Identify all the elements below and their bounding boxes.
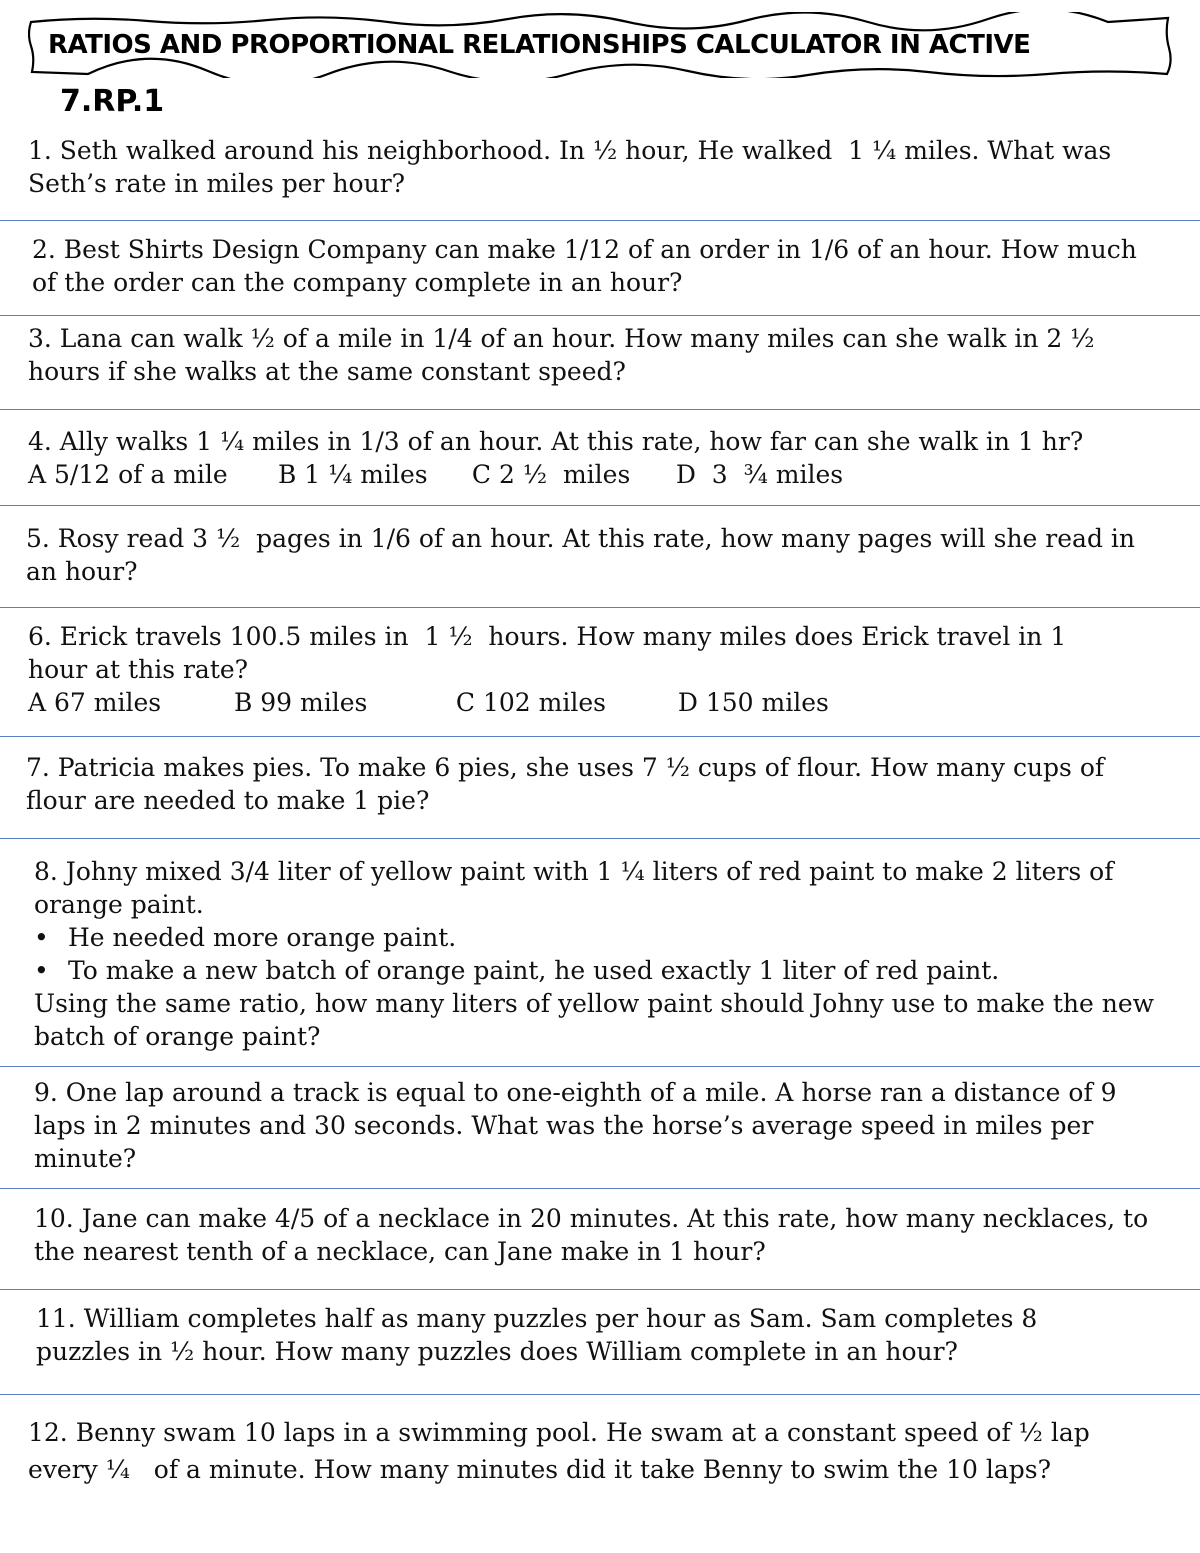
question-divider (0, 220, 1200, 221)
question-2 (0, 233, 1200, 299)
question-12 (0, 1414, 1200, 1488)
question-text: 10. Jane can make 4/5 of a necklace in 20 minutes. At this rate, how many necklaces, to the nearest tenth of a necklace, can Jane make in 1 hour? (34, 1204, 1157, 1266)
question-text: 7. Patricia makes pies. To make 6 pies, she uses 7 ½ cups of flour. How many cups of flour are needed to make 1 pie? (26, 753, 1113, 815)
question-text: 4. Ally walks 1 ¼ miles in 1/3 of an hour. At this rate, how far can she walk in 1 hr? (28, 427, 1084, 456)
question-5 (0, 522, 1200, 588)
question-10 (0, 1202, 1200, 1268)
question-divider (0, 1394, 1200, 1395)
question-text: 8. Johny mixed 3/4 liter of yellow paint with 1 ¼ liters of red paint to make 2 liters of orange paint. (34, 857, 1122, 919)
question-7 (0, 751, 1200, 817)
option-a: A 67 miles (28, 688, 162, 717)
answer-options (0, 686, 1200, 719)
option-b: B 1 ¼ miles (277, 460, 428, 489)
question-divider (0, 838, 1200, 839)
option-c: C 102 miles (455, 688, 606, 717)
question-text: 9. One lap around a track is equal to one-eighth of a mile. A horse ran a distance of 9 laps in 2 minutes and 30 seconds. What was the horse’s average speed in miles per minute? (34, 1078, 1125, 1173)
option-d: D 150 miles (677, 688, 829, 717)
question-text: 3. Lana can walk ½ of a mile in 1/4 of an hour. How many miles can she walk in 2 ½ hours if she walks at the same constant speed? (28, 324, 1111, 386)
question-divider (0, 1289, 1200, 1290)
question-divider (0, 1188, 1200, 1189)
question-text: 11. William completes half as many puzzles per hour as Sam. Sam completes 8 puzzles in ½ hour. How many puzzles does William complete in an hour? (36, 1304, 1046, 1366)
question-divider (0, 607, 1200, 608)
bullet-item: • He needed more orange paint. (34, 921, 1200, 954)
option-c: C 2 ½ miles (471, 460, 631, 489)
question-9 (0, 1076, 1200, 1175)
question-6 (0, 620, 1200, 719)
option-b: B 99 miles (233, 688, 368, 717)
question-closing: Using the same ratio, how many liters of yellow paint should Johny use to make the new batch of orange paint? (34, 989, 1162, 1051)
question-4 (0, 425, 1200, 491)
question-divider (0, 409, 1200, 410)
question-text: 1. Seth walked around his neighborhood. In ½ hour, He walked 1 ¼ miles. What was Seth’s rate in miles per hour? (28, 136, 1120, 198)
question-divider (0, 736, 1200, 737)
option-d: D 3 ¾ miles (675, 460, 844, 489)
standard-code: 7.RP.1 (60, 84, 165, 119)
question-3 (0, 322, 1200, 388)
bullet-list (0, 921, 1200, 987)
question-8 (0, 855, 1200, 1053)
worksheet-title: RATIOS AND PROPORTIONAL RELATIONSHIPS CALCULATOR IN ACTIVE (48, 30, 1031, 60)
question-1 (0, 134, 1200, 200)
answer-options (0, 458, 1200, 491)
question-divider (0, 1066, 1200, 1067)
option-a: A 5/12 of a mile (28, 460, 228, 489)
question-divider (0, 315, 1200, 316)
question-text: 5. Rosy read 3 ½ pages in 1/6 of an hour. At this rate, how many pages will she read in an hour? (26, 524, 1143, 586)
question-text: 2. Best Shirts Design Company can make 1/12 of an order in 1/6 of an hour. How much of the order can the company complete in an hour? (32, 235, 1145, 297)
question-text: 6. Erick travels 100.5 miles in 1 ½ hours. How many miles does Erick travel in 1 hour at this rate? (28, 622, 1075, 684)
bullet-item: • To make a new batch of orange paint, he used exactly 1 liter of red paint. (34, 954, 1200, 987)
question-divider (0, 505, 1200, 506)
question-text: 12. Benny swam 10 laps in a swimming pool. He swam at a constant speed of ½ lap every ¼ of a minute. How many minutes did it take Benny to swim the 10 laps? (28, 1418, 1098, 1484)
question-11 (0, 1302, 1200, 1368)
